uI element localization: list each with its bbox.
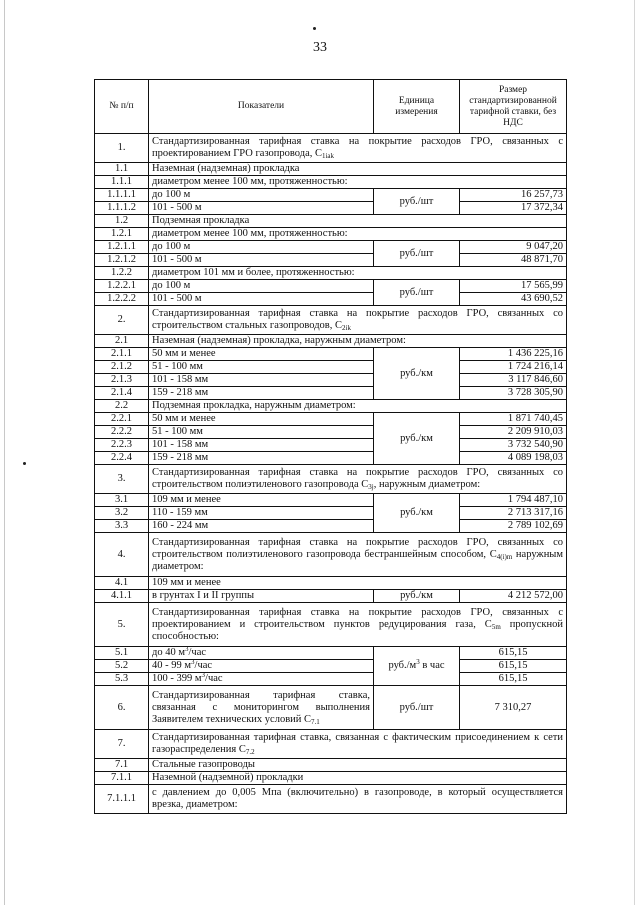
- row-text: 101 - 158 мм: [149, 374, 374, 387]
- row-text: Наземной (надземной) прокладки: [149, 772, 567, 785]
- row-number: 3.3: [95, 520, 149, 533]
- row-number: 1.2.1.1: [95, 241, 149, 254]
- scan-speck: [313, 27, 316, 30]
- table-row: [95, 603, 567, 647]
- table-row: [95, 293, 567, 306]
- table-row: [95, 254, 567, 267]
- table-row: [95, 202, 567, 215]
- row-text: Стандартизированная тарифная ставка на покрытие расходов ГРО, связанных со строительством стальных газопроводов, $С_{2ik}$: [149, 306, 567, 335]
- row-text: 110 - 159 мм: [149, 507, 374, 520]
- row-text: 101 - 500 м: [149, 202, 374, 215]
- table-row: [95, 507, 567, 520]
- table-row: [95, 520, 567, 533]
- row-number: 5.: [95, 603, 149, 647]
- row-number: 5.1: [95, 647, 149, 660]
- row-text: Стандартизированная тарифная ставка на покрытие расходов ГРО, связанных со строительством полиэтиленового газопровода бестраншейным способом, $С_{4(i)m}$ наружным диаметром:: [149, 533, 567, 577]
- table-row: [95, 590, 567, 603]
- tariff-table: [94, 79, 567, 814]
- row-number: 2.2.1: [95, 413, 149, 426]
- row-number: 3.1: [95, 494, 149, 507]
- row-number: 5.2: [95, 660, 149, 673]
- table-row: [95, 660, 567, 673]
- row-text: Наземная (надземная) прокладка: [149, 163, 567, 176]
- table-row: [95, 465, 567, 494]
- rate-value: 1 871 740,45: [460, 413, 567, 426]
- rate-value: 2 789 102,69: [460, 520, 567, 533]
- row-text: 51 - 100 мм: [149, 426, 374, 439]
- rate-value: 3 732 540,90: [460, 439, 567, 452]
- rate-value: 3 117 846,60: [460, 374, 567, 387]
- table-row: [95, 241, 567, 254]
- table-row: [95, 387, 567, 400]
- table-row: [95, 361, 567, 374]
- table-row: [95, 686, 567, 730]
- header-indicator: Показатели: [149, 80, 374, 134]
- row-number: 3.2: [95, 507, 149, 520]
- rate-value: 9 047,20: [460, 241, 567, 254]
- header-rate: Размер стандартизированной тарифной ставки, без НДС: [460, 80, 567, 134]
- row-text: 109 мм и менее: [149, 494, 374, 507]
- row-number: 7.1: [95, 759, 149, 772]
- row-number: 1.1: [95, 163, 149, 176]
- row-text: Подземная прокладка: [149, 215, 567, 228]
- table-row: [95, 647, 567, 660]
- rate-value: 4 212 572,00: [460, 590, 567, 603]
- table-row: [95, 494, 567, 507]
- row-text: Наземная (надземная) прокладка, наружным диаметром:: [149, 335, 567, 348]
- scan-speck: [23, 462, 26, 465]
- unit-cell: руб./шт: [374, 280, 460, 306]
- row-text: в грунтах I и II группы: [149, 590, 374, 603]
- row-number: 1.2.1.2: [95, 254, 149, 267]
- row-text: 50 мм и менее: [149, 413, 374, 426]
- table-row: [95, 280, 567, 293]
- page-number: 33: [313, 40, 327, 55]
- row-number: 5.3: [95, 673, 149, 686]
- rate-value: 615,15: [460, 647, 567, 660]
- table-row: [95, 785, 567, 814]
- row-number: 7.: [95, 730, 149, 759]
- rate-value: 43 690,52: [460, 293, 567, 306]
- row-number: 7.1.1: [95, 772, 149, 785]
- rate-value: 17 565,99: [460, 280, 567, 293]
- row-text: до 100 м: [149, 280, 374, 293]
- row-number: 2.1: [95, 335, 149, 348]
- table-row: [95, 306, 567, 335]
- table-row: [95, 673, 567, 686]
- row-text: 160 - 224 мм: [149, 520, 374, 533]
- row-number: 6.: [95, 686, 149, 730]
- row-number: 1.2.1: [95, 228, 149, 241]
- row-text: 159 - 218 мм: [149, 387, 374, 400]
- unit-cell: руб./шт: [374, 686, 460, 730]
- row-text: 101 - 500 м: [149, 254, 374, 267]
- unit-cell: $руб./м^3$ в час: [374, 647, 460, 686]
- rate-value: 2 713 317,16: [460, 507, 567, 520]
- row-number: 1.: [95, 134, 149, 163]
- row-text: 101 - 158 мм: [149, 439, 374, 452]
- row-text: 40 - 99 $м^3$/час: [149, 660, 374, 673]
- scan-edge-right: [634, 0, 635, 905]
- row-text: Стандартизированная тарифная ставка, связанная с фактическим присоединением к сети газораспределения $С_{7.2}$: [149, 730, 567, 759]
- unit-cell: руб./шт: [374, 189, 460, 215]
- table-row: [95, 730, 567, 759]
- row-text: 159 - 218 мм: [149, 452, 374, 465]
- rate-value: 7 310,27: [460, 686, 567, 730]
- row-number: 1.2.2.2: [95, 293, 149, 306]
- row-text: 51 - 100 мм: [149, 361, 374, 374]
- row-text: до 40 $м^3$/час: [149, 647, 374, 660]
- row-text: до 100 м: [149, 241, 374, 254]
- rate-value: 4 089 198,03: [460, 452, 567, 465]
- row-text: 109 мм и менее: [149, 577, 567, 590]
- rate-value: 1 436 225,16: [460, 348, 567, 361]
- rate-value: 3 728 305,90: [460, 387, 567, 400]
- row-number: 4.1.1: [95, 590, 149, 603]
- table-row: [95, 374, 567, 387]
- row-text: диаметром менее 100 мм, протяженностью:: [149, 176, 567, 189]
- table-row: [95, 426, 567, 439]
- row-number: 2.1.4: [95, 387, 149, 400]
- table-row: [95, 348, 567, 361]
- unit-cell: руб./шт: [374, 241, 460, 267]
- row-text: 101 - 500 м: [149, 293, 374, 306]
- table-row: [95, 267, 567, 280]
- table-row: [95, 452, 567, 465]
- rate-value: 615,15: [460, 673, 567, 686]
- row-text: Стальные газопроводы: [149, 759, 567, 772]
- row-number: 4.: [95, 533, 149, 577]
- unit-cell: руб./км: [374, 590, 460, 603]
- rate-value: 16 257,73: [460, 189, 567, 202]
- row-number: 2.2.4: [95, 452, 149, 465]
- row-text: Стандартизированная тарифная ставка, связанная с мониторингом выполнения Заявителем технических условий $С_{7.1}$: [149, 686, 374, 730]
- row-text: 100 - 399 $м^3$/час: [149, 673, 374, 686]
- row-text: Стандартизированная тарифная ставка на покрытие расходов ГРО, связанных с проектированием ГРО газопровода, $С_{1iak}$: [149, 134, 567, 163]
- table-row: [95, 176, 567, 189]
- table-row: [95, 577, 567, 590]
- row-number: 2.2.2: [95, 426, 149, 439]
- row-text: диаметром менее 100 мм, протяженностью:: [149, 228, 567, 241]
- unit-cell: руб./км: [374, 494, 460, 533]
- row-text: диаметром 101 мм и более, протяженностью:: [149, 267, 567, 280]
- row-text: Подземная прокладка, наружным диаметром:: [149, 400, 567, 413]
- table-row: [95, 439, 567, 452]
- row-number: 2.: [95, 306, 149, 335]
- row-number: 1.2: [95, 215, 149, 228]
- row-number: 2.1.3: [95, 374, 149, 387]
- row-text: с давлением до 0,005 Мпа (включительно) в газопроводе, в который осуществляется врезка, диаметром:: [149, 785, 567, 814]
- row-number: 1.2.2: [95, 267, 149, 280]
- unit-cell: руб./км: [374, 348, 460, 400]
- table-row: [95, 413, 567, 426]
- row-text: Стандартизированная тарифная ставка на покрытие расходов ГРО, связанных со строительством полиэтиленового газопровода $С_{3j}$, наружным диаметром:: [149, 465, 567, 494]
- unit-cell: руб./км: [374, 413, 460, 465]
- row-number: 1.1.1: [95, 176, 149, 189]
- header-num: № п/п: [95, 80, 149, 134]
- row-text: Стандартизированная тарифная ставка на покрытие расходов ГРО, связанных с проектированием и строительством пунктов редуцирования газа, $С_{5m}$ пропускной способностью:: [149, 603, 567, 647]
- table-row: [95, 134, 567, 163]
- row-number: 1.1.1.1: [95, 189, 149, 202]
- rate-value: 2 209 910,03: [460, 426, 567, 439]
- row-text: до 100 м: [149, 189, 374, 202]
- scan-edge-left: [4, 0, 5, 905]
- table-header-row: [95, 80, 567, 134]
- table-row: [95, 533, 567, 577]
- row-number: 1.1.1.2: [95, 202, 149, 215]
- table-row: [95, 215, 567, 228]
- table-row: [95, 163, 567, 176]
- rate-value: 48 871,70: [460, 254, 567, 267]
- table-row: [95, 759, 567, 772]
- row-number: 4.1: [95, 577, 149, 590]
- table-row: [95, 335, 567, 348]
- table-row: [95, 400, 567, 413]
- row-text: 50 мм и менее: [149, 348, 374, 361]
- table-row: [95, 772, 567, 785]
- table-row: [95, 228, 567, 241]
- row-number: 2.1.2: [95, 361, 149, 374]
- rate-value: 17 372,34: [460, 202, 567, 215]
- row-number: 1.2.2.1: [95, 280, 149, 293]
- header-unit: Единица измерения: [374, 80, 460, 134]
- row-number: 2.2: [95, 400, 149, 413]
- rate-value: 615,15: [460, 660, 567, 673]
- row-number: 2.1.1: [95, 348, 149, 361]
- row-number: 3.: [95, 465, 149, 494]
- rate-value: 1 724 216,14: [460, 361, 567, 374]
- row-number: 2.2.3: [95, 439, 149, 452]
- table-row: [95, 189, 567, 202]
- rate-value: 1 794 487,10: [460, 494, 567, 507]
- row-number: 7.1.1.1: [95, 785, 149, 814]
